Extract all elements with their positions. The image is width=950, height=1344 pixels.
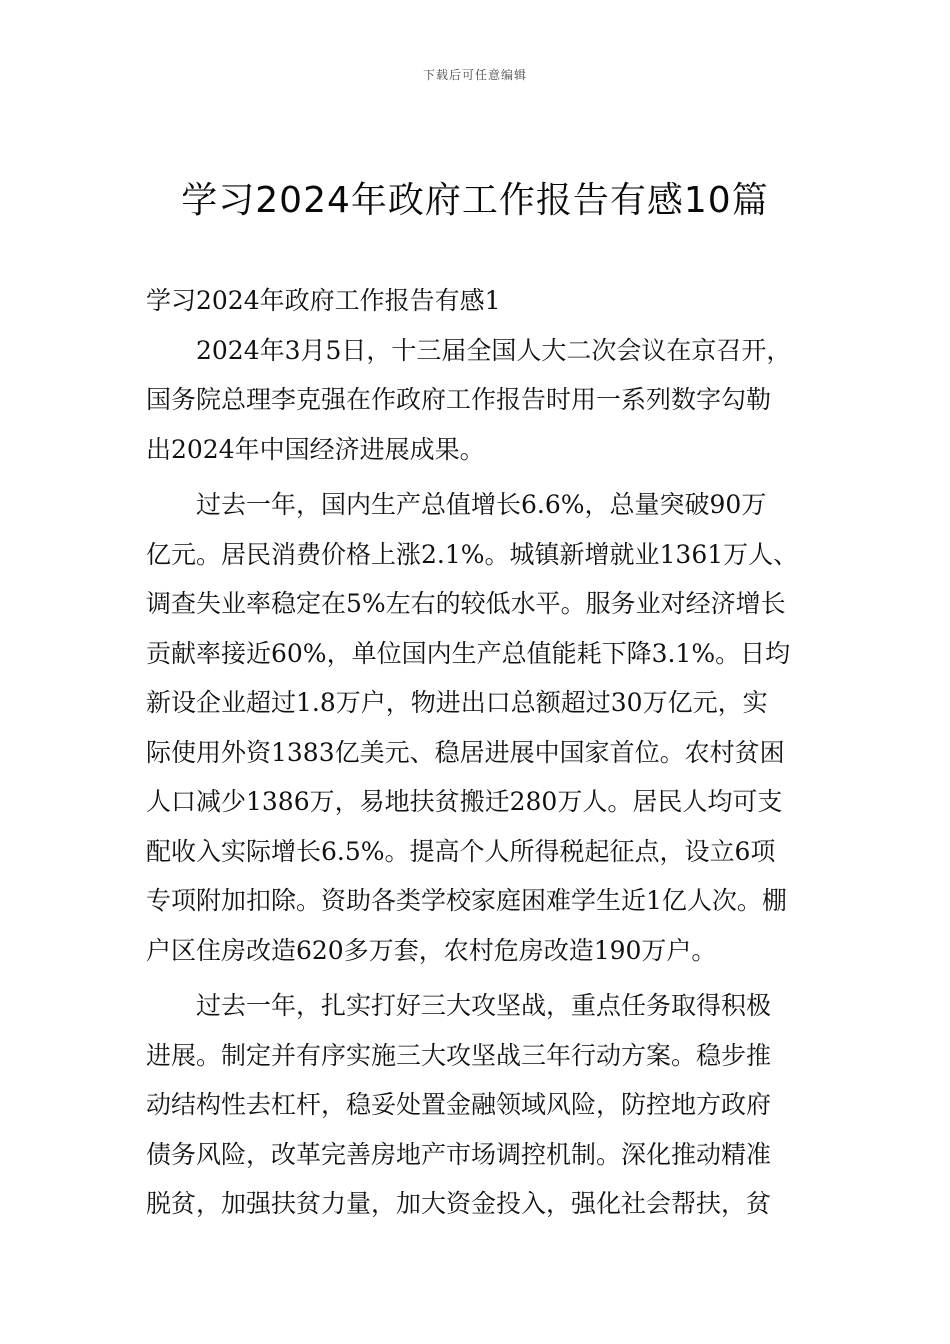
paragraph-line: 户区住房改造620多万套，农村危房改造190万户。: [146, 935, 717, 965]
paragraph-1: [146, 326, 806, 475]
section-heading: 学习2024年政府工作报告有感1: [146, 286, 501, 315]
paragraph-line: 亿元。居民消费价格上涨2.1%。城镇新增就业1361万人、: [146, 539, 799, 569]
paragraph-line: 过去一年，扎实打好三大攻坚战，重点任务取得积极: [196, 991, 772, 1020]
header-note: 下载后可任意编辑: [422, 68, 527, 82]
paragraph-line: 脱贫，加强扶贫力量，加大资金投入，强化社会帮扶，贫: [146, 1189, 772, 1218]
paragraph-line: 过去一年，国内生产总值增长6.6%，总量突破90万: [196, 490, 767, 519]
paragraph-line: 新设企业超过1.8万户，物进出口总额超过30万亿元，实: [146, 688, 768, 717]
paragraph-line: 国务院总理李克强在作政府工作报告时用一系列数字勾勒: [146, 385, 772, 414]
paragraph-line: 动结构性去杠杆，稳妥处置金融领域风险，防控地方政府: [146, 1090, 772, 1119]
paragraph-line: 调查失业率稳定在5%左右的较低水平。服务业对经济增长: [146, 589, 786, 618]
paragraph-line: 债务风险，改革完善房地产市场调控机制。深化推动精准: [146, 1139, 772, 1169]
paragraph-line: 2024年3月5日，十三届全国人大二次会议在京召开，: [196, 335, 792, 365]
paragraph-line: 出2024年中国经济进展成果。: [146, 434, 485, 464]
paragraph-line: 贡献率接近60%，单位国内生产总值能耗下降3.1%。日均: [146, 638, 791, 668]
document-body: [146, 276, 806, 1235]
paragraph-line: 际使用外资1383亿美元、稳居进展中国家首位。农村贫困: [146, 737, 785, 767]
paragraph-line: 进展。制定并有序实施三大攻坚战三年行动方案。稳步推: [146, 1040, 772, 1070]
paragraph-3: [146, 981, 806, 1229]
paragraph-2: [146, 480, 806, 975]
paragraph-line: 配收入实际增长6.5%。提高个人所得税起征点，设立6项: [146, 836, 776, 866]
paragraph-line: 人口减少1386万，易地扶贫搬迁280万人。居民人均可支: [146, 787, 783, 816]
paragraph-line: 专项附加扣除。资助各类学校家庭困难学生近1亿人次。棚: [146, 886, 787, 915]
document-title: 学习2024年政府工作报告有感10篇: [181, 180, 769, 221]
